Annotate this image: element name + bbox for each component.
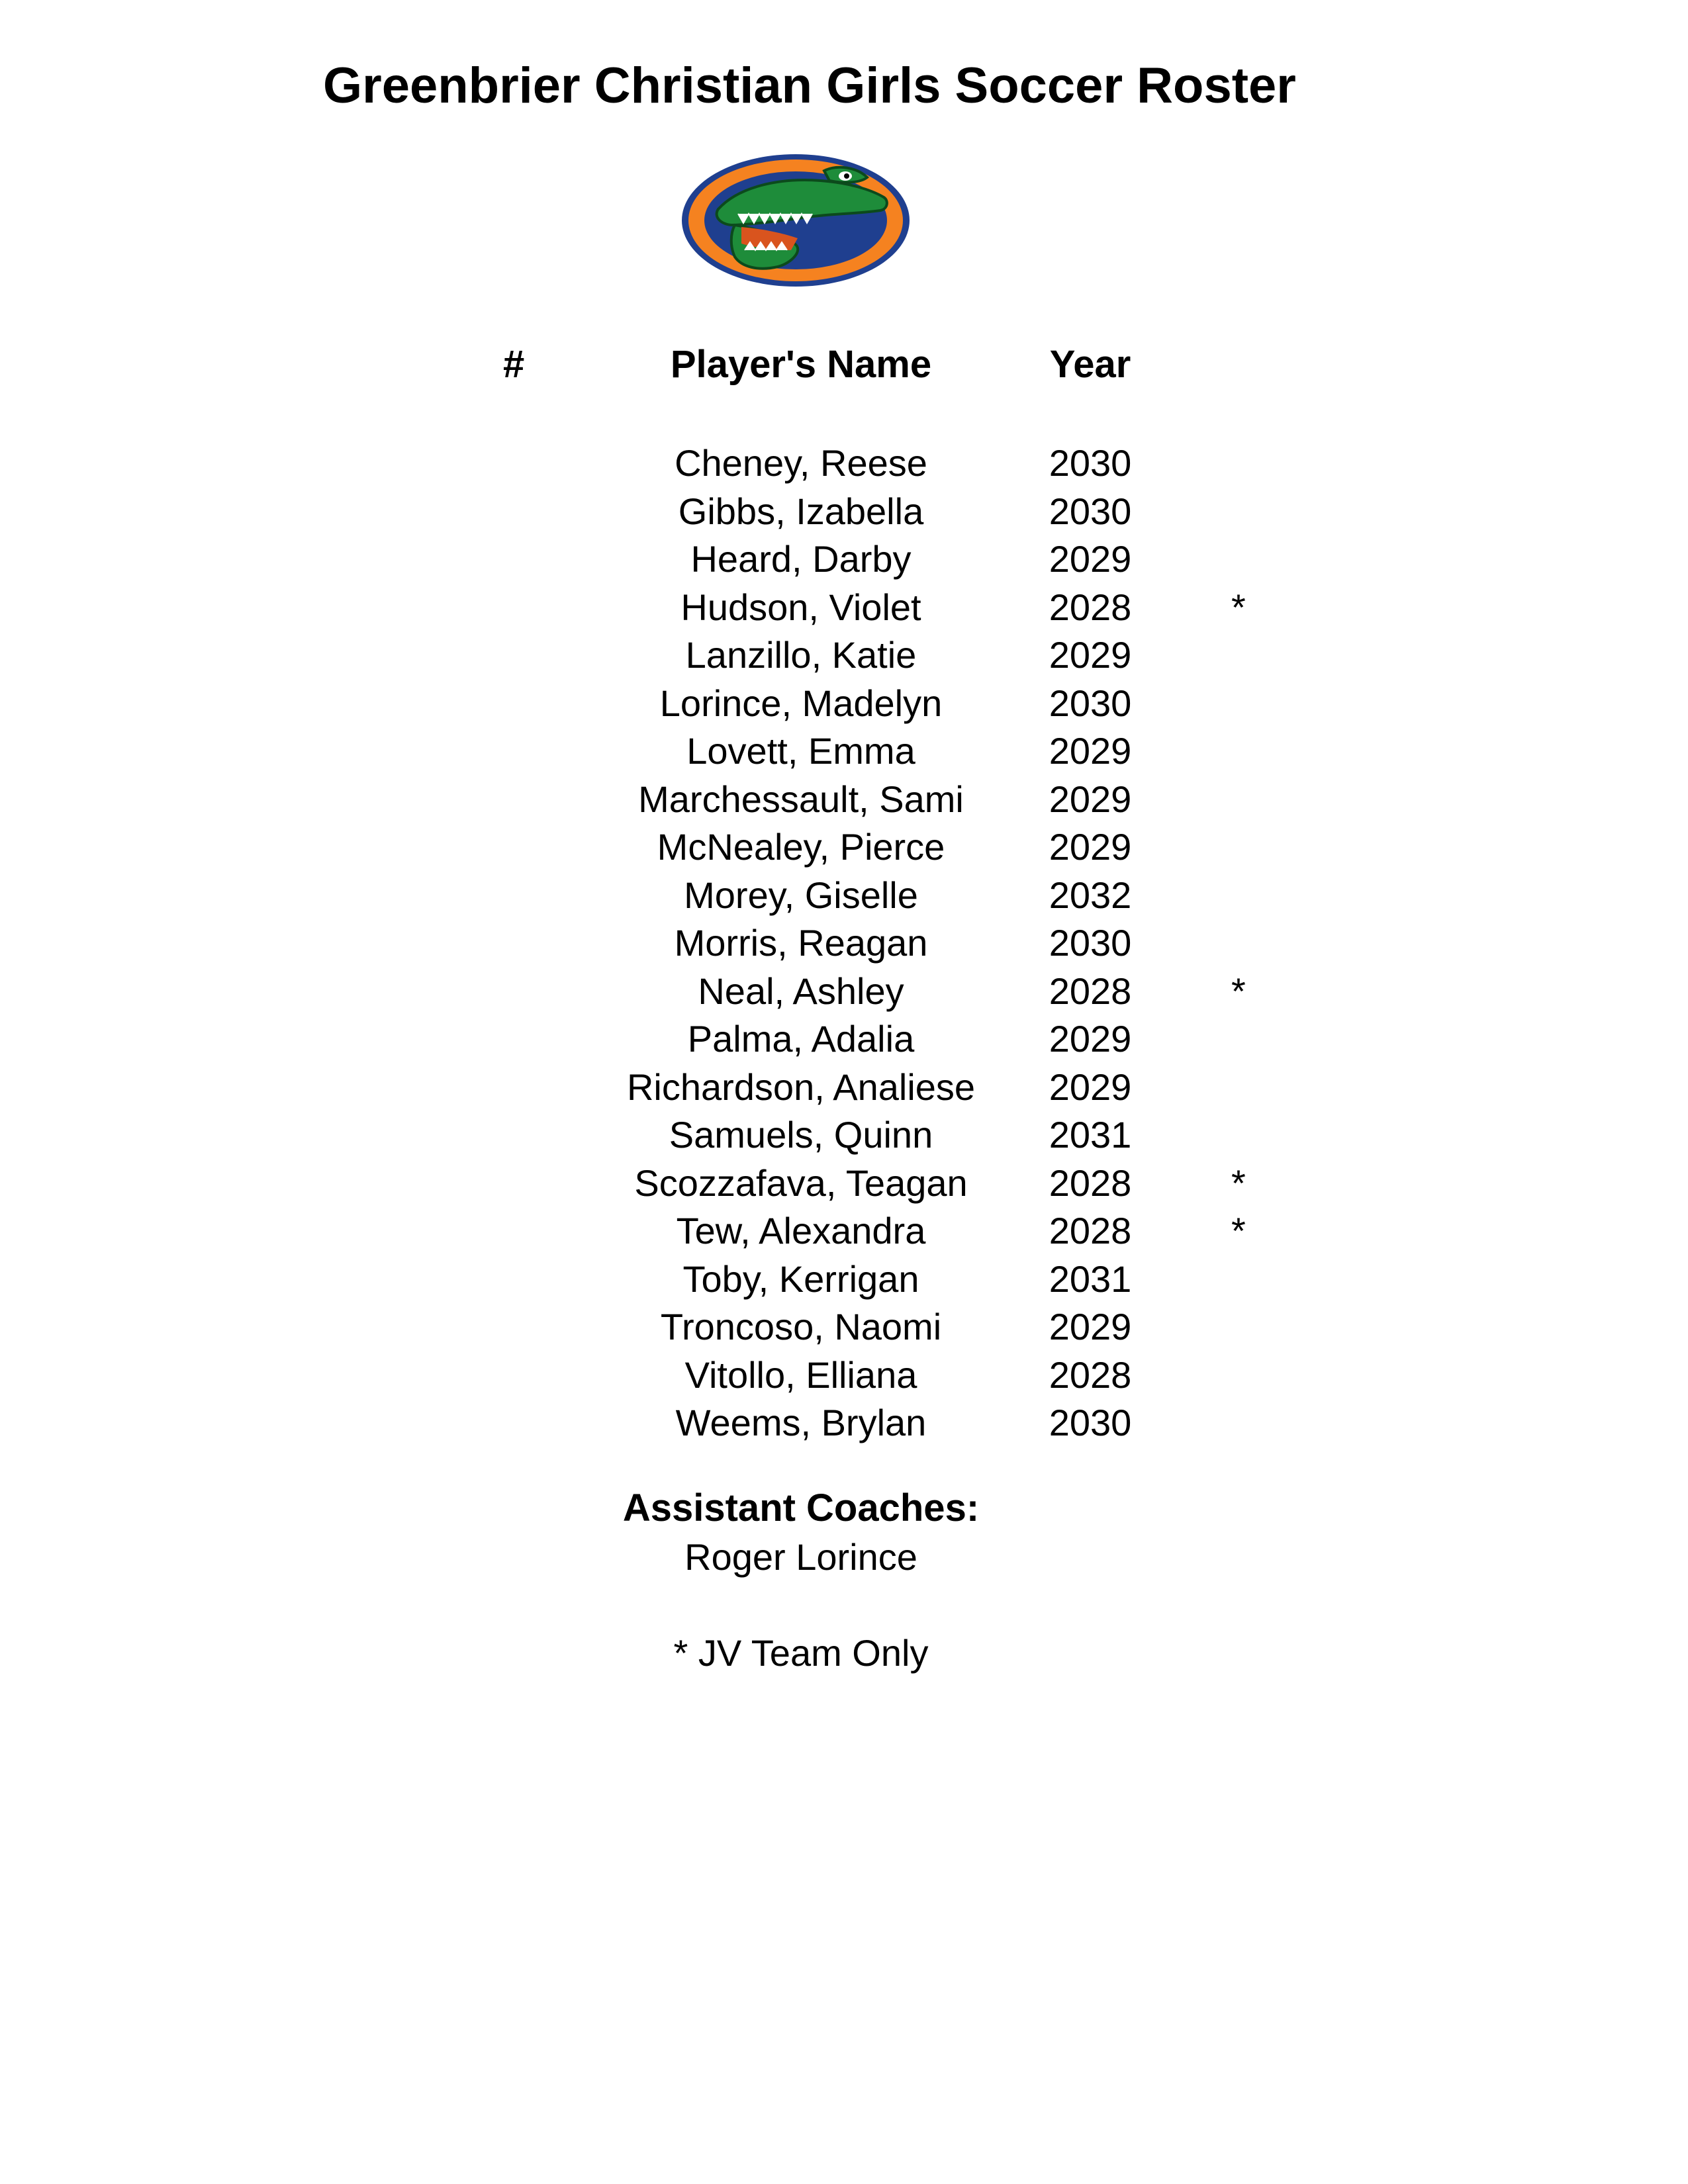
player-name: Weems, Brylan xyxy=(675,1402,927,1443)
table-row xyxy=(0,1111,1688,1160)
player-year: 2030 xyxy=(1049,922,1132,964)
table-row xyxy=(0,535,1688,584)
player-name: Morey, Giselle xyxy=(684,874,918,916)
jv-marker: * xyxy=(1231,1161,1246,1204)
player-year: 2031 xyxy=(1049,1114,1132,1156)
player-year: 2029 xyxy=(1049,1066,1132,1108)
player-name: Heard, Darby xyxy=(690,538,912,580)
table-row xyxy=(0,488,1688,536)
player-year: 2029 xyxy=(1049,826,1132,868)
table-row xyxy=(0,1015,1688,1064)
page-title: Greenbrier Christian Girls Soccer Roster xyxy=(323,58,1296,114)
jv-footnote: * JV Team Only xyxy=(673,1632,929,1674)
table-row xyxy=(0,968,1688,1016)
player-year: 2028 xyxy=(1049,586,1132,628)
player-name: Lorince, Madelyn xyxy=(659,682,943,724)
table-row xyxy=(0,1160,1688,1208)
player-year: 2029 xyxy=(1049,1018,1132,1060)
player-year: 2029 xyxy=(1049,634,1132,676)
jv-marker: * xyxy=(1231,586,1246,628)
player-name: McNealey, Pierce xyxy=(657,826,945,868)
player-name: Tew, Alexandra xyxy=(676,1210,926,1251)
table-row xyxy=(0,1064,1688,1112)
player-name: Palma, Adalia xyxy=(687,1018,915,1060)
player-year: 2028 xyxy=(1049,1210,1132,1251)
table-row xyxy=(0,823,1688,872)
jv-marker: * xyxy=(1231,970,1246,1012)
table-row xyxy=(0,584,1688,632)
coach-name: Roger Lorince xyxy=(684,1536,917,1578)
table-row xyxy=(0,919,1688,968)
gator-head-icon xyxy=(679,151,914,290)
player-name: Vitollo, Elliana xyxy=(684,1353,917,1396)
jv-marker: * xyxy=(1231,1210,1246,1251)
player-year: 2029 xyxy=(1049,1306,1132,1347)
player-name: Cheney, Reese xyxy=(675,442,927,484)
table-row xyxy=(0,776,1688,824)
player-name: Marchessault, Sami xyxy=(638,778,964,820)
player-name: Lovett, Emma xyxy=(686,730,915,772)
player-year: 2029 xyxy=(1049,538,1132,580)
table-row xyxy=(0,439,1688,488)
column-header-number: # xyxy=(503,343,525,386)
table-row xyxy=(0,1207,1688,1255)
player-year: 2030 xyxy=(1049,682,1132,724)
roster-table xyxy=(0,439,1688,1447)
player-year: 2030 xyxy=(1049,1402,1132,1443)
table-row xyxy=(0,680,1688,728)
player-name: Toby, Kerrigan xyxy=(682,1257,919,1300)
player-name: Hudson, Violet xyxy=(680,586,921,628)
player-name: Troncoso, Naomi xyxy=(660,1306,942,1347)
player-year: 2030 xyxy=(1049,490,1132,532)
player-name: Lanzillo, Katie xyxy=(685,634,917,676)
player-year: 2029 xyxy=(1049,778,1132,820)
table-row xyxy=(0,1255,1688,1304)
player-year: 2028 xyxy=(1049,970,1132,1012)
player-name: Morris, Reagan xyxy=(674,922,928,964)
coaches-label: Assistant Coaches: xyxy=(622,1486,980,1529)
player-year: 2028 xyxy=(1049,1353,1132,1396)
table-row xyxy=(0,1399,1688,1447)
player-name: Neal, Ashley xyxy=(698,970,904,1012)
table-row xyxy=(0,631,1688,680)
table-row xyxy=(0,872,1688,920)
column-header-name: Player's Name xyxy=(670,343,932,386)
table-row xyxy=(0,727,1688,776)
column-header-year: Year xyxy=(1049,343,1131,386)
player-year: 2031 xyxy=(1049,1257,1132,1300)
player-name: Gibbs, Izabella xyxy=(678,490,924,532)
player-year: 2028 xyxy=(1049,1161,1132,1204)
player-name: Samuels, Quinn xyxy=(669,1114,933,1156)
player-year: 2032 xyxy=(1049,874,1132,916)
table-row xyxy=(0,1351,1688,1400)
player-year: 2030 xyxy=(1049,442,1132,484)
player-year: 2029 xyxy=(1049,730,1132,772)
table-row xyxy=(0,1303,1688,1351)
player-name: Scozzafava, Teagan xyxy=(634,1161,968,1204)
player-name: Richardson, Analiese xyxy=(626,1066,976,1108)
